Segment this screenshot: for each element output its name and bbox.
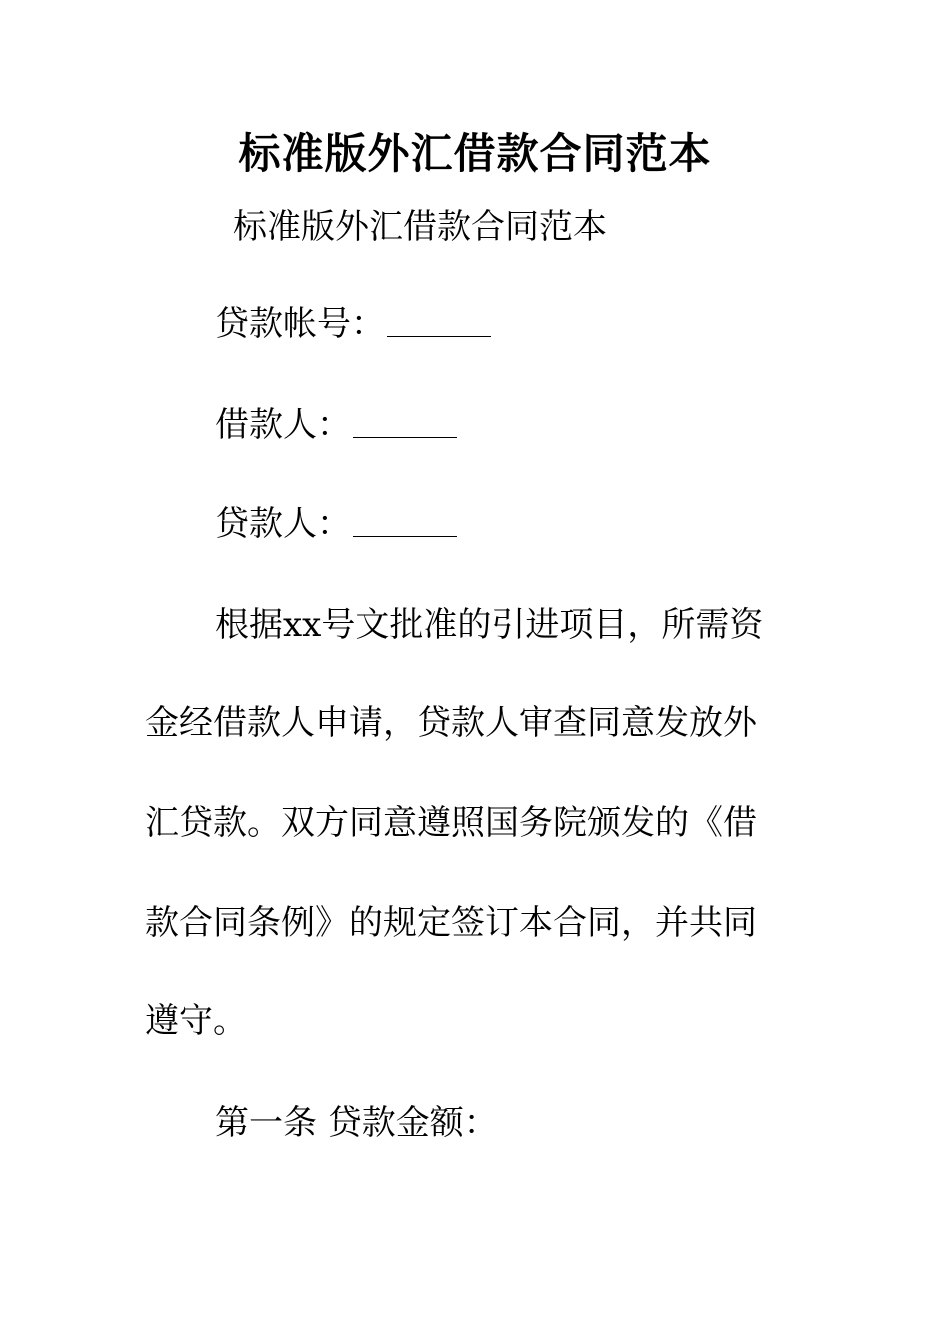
field-label: 贷款人：	[215, 504, 351, 544]
article-heading: 第一条 贷款金额：	[215, 1103, 498, 1143]
paragraph-line: 根据xx号文批准的引进项目，所需资	[215, 605, 764, 645]
document-title: 标准版外汇借款合同范本	[238, 129, 712, 178]
paragraph-line: 款合同条例》的规定签订本合同，并共同	[145, 903, 757, 943]
paragraph-line: 汇贷款。双方同意遵照国务院颁发的《借	[145, 803, 757, 843]
paragraph-line: 金经借款人申请，贷款人审查同意发放外	[145, 703, 757, 743]
fill-in-blank	[353, 534, 457, 537]
field-label: 借款人：	[215, 405, 351, 445]
document-subtitle: 标准版外汇借款合同范本	[233, 207, 607, 247]
field-label: 贷款帐号：	[215, 304, 385, 344]
paragraph-line: 遵守。	[145, 1001, 247, 1041]
fill-in-blank	[353, 435, 457, 438]
field-lender	[215, 502, 457, 546]
fill-in-blank	[387, 334, 491, 337]
field-borrower	[215, 403, 457, 447]
field-loan-account	[215, 302, 491, 346]
